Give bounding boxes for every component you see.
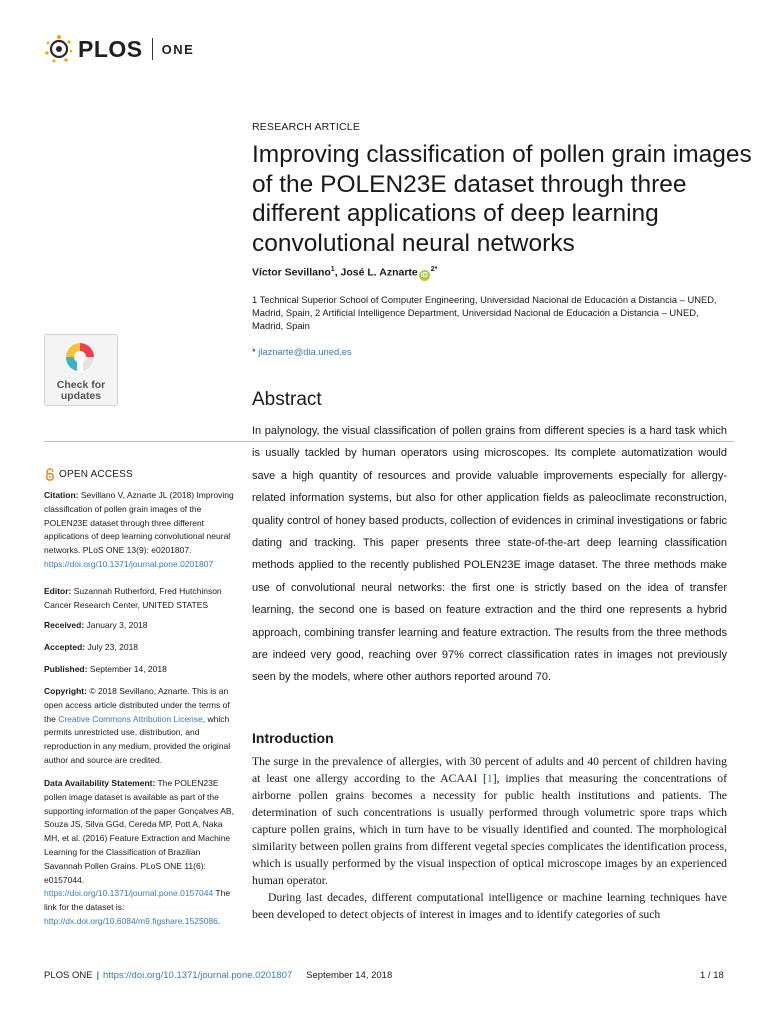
editor-text: Suzannah Rutherford, Fred Hutchinson Cancer Research Center, UNITED STATES: [44, 586, 222, 610]
author-list: [252, 266, 437, 281]
abstract-text: In palynology, the visual classification of pollen grains from different species is a hard task which is usually tackled by human operators using microscopes. Its complete automatization would save a high quantity of resources and provide valuable improvements especially for allergy-related information systems, but also for other application fields as paleoclimate reconstruction, quality control of honey based products, collection of evidences in criminal investigations or fabric dating and tracking. This paper presents three state-of-the-art deep learning classification methods applied to the recently published POLEN23E image dataset. The three methods make use of convolutional neural networks: the first one is strictly based on the idea of transfer learning, the second one is based on feature extraction and the third one represents a hybrid approach, combining transfer learning and feature extraction. The results from the three methods are indeed very good, reaching over 97% correct classification rates in images not previously seen by the models, where other authors reported around 70.: [252, 425, 727, 684]
data-availability-block: [44, 777, 236, 929]
article-type: RESEARCH ARTICLE: [252, 121, 361, 133]
citation-block: [44, 489, 236, 572]
footer-separator: |: [96, 970, 100, 981]
page-number: 1 / 18: [700, 970, 724, 981]
copyright-block: [44, 685, 236, 768]
open-lock-icon: [44, 468, 56, 481]
plos-one-logo[interactable]: [44, 33, 194, 65]
author-name[interactable]: José L. Aznarte: [340, 266, 418, 279]
logo-divider: [152, 38, 153, 60]
footer-journal: PLOS ONE: [44, 970, 93, 981]
editor-label: Editor:: [44, 586, 72, 596]
data-availability-mid: The link for the dataset is:: [44, 888, 231, 913]
article-title: Improving classification of pollen grain images of the POLEN23E dataset through three different applications of deep learning convolutional neural networks: [252, 141, 752, 257]
open-access-label: OPEN ACCESS: [59, 469, 133, 480]
introduction-heading: Introduction: [252, 730, 334, 746]
affiliations: 1 Technical Superior School of Computer Engineering, Universidad Nacional de Educación a Distancia – UNED, Madrid, Spain, 2 Artificial Intelligence Department, Universidad Nacional de Educación a Distancia – UNED, Madrid, Spain: [252, 294, 717, 331]
author-affil-sup: 2: [430, 266, 435, 273]
crossmark-icon: [64, 341, 96, 373]
orcid-icon[interactable]: iD: [420, 271, 428, 279]
author-affil-sup: 1: [330, 266, 335, 273]
data-availability-text: The POLEN23E pollen image dataset is available as part of the supporting information of the paper Gonçalves AB, Souza JS, Silva GGd, Cereda MP, Pott A, Naka MH, et al. (2016) Feature Extraction and Machine Learning for the Classification of Brazilian Savannah Pollen Grains. PLoS ONE 11(6): e0157044.: [44, 778, 234, 885]
received-block: [44, 619, 236, 633]
page-footer: [44, 970, 392, 981]
check-updates-line1: Check for: [56, 379, 106, 391]
corresponding-star: *: [434, 266, 438, 273]
abstract-heading: Abstract: [252, 389, 322, 410]
correspondence-prefix: *: [252, 346, 259, 357]
check-updates-line2: updates: [60, 390, 102, 402]
logo-text: PLOS: [78, 35, 143, 62]
open-access-badge: [44, 468, 133, 481]
correspondence: [252, 346, 352, 357]
reference-link[interactable]: 1: [486, 772, 493, 785]
copyright-label: Copyright:: [44, 686, 87, 696]
intro-paragraph: [252, 753, 727, 889]
published-date: September 14, 2018: [87, 664, 167, 674]
data-availability-label: Data Availability Statement:: [44, 778, 156, 788]
data-availability-end: .: [217, 915, 221, 926]
dataset-paper-link[interactable]: https://doi.org/10.1371/journal.pone.0157044: [44, 888, 214, 899]
intro-text: ], implies that measuring the concentrations of airborne pollen grains becomes a necessity for public health institutions and patients. The determination of such concentrations is usually performed through volumetric spore traps which capture pollen grains, which in turn have to be visually identified and counted. The morphological similarity between pollen grains from different vegetal species complicates the identification process, which is usually performed by the visual inspection of optical microscope images by an experienced human operator.: [252, 772, 727, 887]
author-separator: ,: [334, 266, 341, 279]
published-label: Published:: [44, 664, 88, 674]
accepted-block: [44, 641, 236, 655]
author-name[interactable]: Víctor Sevillano: [252, 266, 331, 279]
license-link[interactable]: Creative Commons Attribution License: [58, 713, 203, 724]
editor-block: [44, 585, 236, 613]
citation-label: Citation:: [44, 490, 79, 500]
accepted-label: Accepted:: [44, 642, 86, 652]
published-block: [44, 663, 236, 677]
plos-logo-icon: [44, 34, 74, 64]
correspondence-email-link[interactable]: jlaznarte@dia.uned.es: [258, 346, 352, 357]
received-date: January 3, 2018: [84, 620, 148, 630]
copyright-text: © 2018 Sevillano, Aznarte. This is an open access article distributed under the terms of the: [44, 686, 230, 724]
footer-doi-link[interactable]: https://doi.org/10.1371/journal.pone.0201807: [103, 970, 293, 981]
dataset-figshare-link[interactable]: http://dx.doi.org/10.6084/m9.figshare.1525086: [44, 915, 218, 926]
accepted-date: July 23, 2018: [85, 642, 139, 652]
citation-text: Sevillano V, Aznarte JL (2018) Improving classification of pollen grain images of the POLEN23E dataset through three different applications of deep learning convolutional neural networks. PLoS ONE 13(9): e0201807.: [44, 490, 234, 556]
footer-date: September 14, 2018: [306, 970, 393, 981]
introduction-body: [252, 753, 727, 923]
intro-text: The surge in the prevalence of allergies, with 30 percent of adults and 40 percent of children having at least one allergy according to the ACAAI [: [252, 755, 727, 785]
logo-sub: ONE: [161, 41, 195, 57]
citation-doi-link[interactable]: https://doi.org/10.1371/journal.pone.0201807: [44, 558, 214, 569]
intro-paragraph: During last decades, different computational intelligence or machine learning techniques have been developed to detect objects of interest in images and to identify categories of such: [252, 891, 727, 921]
received-label: Received:: [44, 620, 85, 630]
check-for-updates-button[interactable]: [44, 334, 118, 406]
copyright-text-end: , which permits unrestricted use, distribution, and reproduction in any medium, provided the original author and source are credited.: [44, 713, 231, 765]
